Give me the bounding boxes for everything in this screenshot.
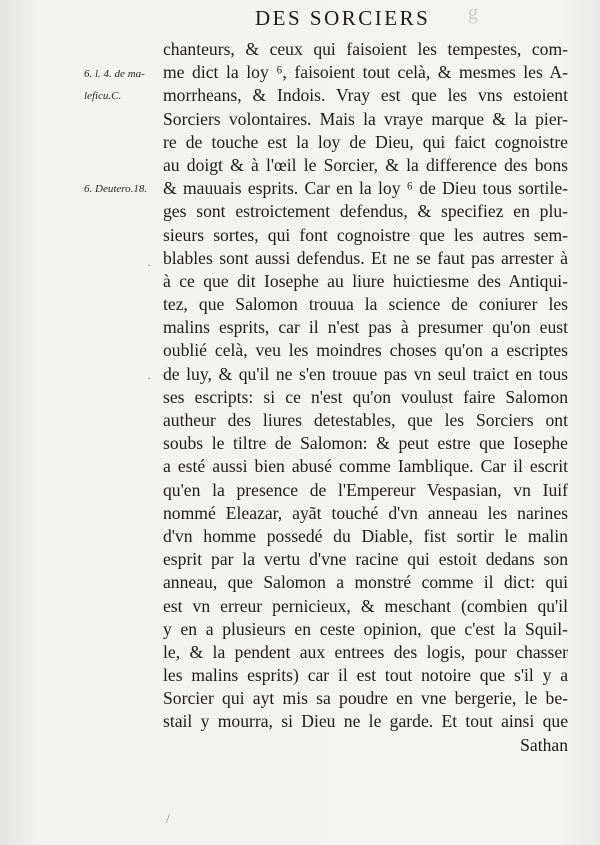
text-line: les malins esprits) car il est tout notoire que s'il y a (163, 665, 568, 686)
text-line: y en a plusieurs en ceste opinion, que c'est la Squil- (163, 618, 568, 639)
margin-note-1-line-2: leficu.C. (84, 90, 122, 102)
bottom-mark: / (166, 812, 170, 827)
text-line: esprit par la vertu d'vne racine qui estoit dedans son (163, 549, 568, 570)
text-line: d'vn homme possedé du Diable, fist sortir le malin (163, 525, 568, 546)
body-text (163, 38, 568, 757)
text-line: me dict la loy ⁶, faisoient tout celà, & mesmes les A- (163, 62, 568, 83)
text-line: qu'en la presence de l'Empereur Vespasian, vn Iuif (163, 479, 568, 500)
text-line: oublié celà, veu les moindres choses qu'on a escriptes (163, 340, 568, 361)
text-line: autheur des liures detestables, que les Sorciers ont (163, 410, 568, 430)
text-line: malins esprits, car il n'est pas à presumer qu'on eust (163, 317, 568, 338)
text-line: au doigt & à l'œil le Sorcier, & la difference des bons (163, 154, 568, 175)
text-line: chanteurs, & ceux qui faisoient les tempestes, com- (163, 39, 568, 59)
text-line: a esté aussi bien abusé comme Iamblique. Car il escrit (163, 456, 568, 477)
text-line: Sorciers volontaires. Mais la vraye marque & la pier- (163, 108, 568, 129)
text-line: anneau, que Salomon a monstré comme il dict: qui (163, 572, 568, 593)
text-line: stail y mourra, si Dieu ne le garde. Et tout ainsi que (163, 711, 568, 732)
margin-note-1-line-1: 6. l. 4. de ma- (84, 68, 145, 80)
text-line: le, & la pendent aux entrees des logis, pour chasser (163, 641, 568, 662)
text-line: nommé Eleazar, ayãt touché d'vn anneau les narines (163, 502, 568, 523)
text-line: est vn erreur pernicieux, & meschant (combien qu'il (163, 595, 568, 616)
text-line: sieurs sortes, qui font cognoistre que les autres sem- (163, 224, 568, 245)
text-line: morrheans, & Indois. Vray est que les vns estoient (163, 85, 568, 106)
text-line: tez, que Salomon trouua la science de coniurer les (163, 294, 568, 315)
text-line: ses escripts: si ce n'est qu'on voulust faire Salomon (163, 386, 568, 407)
text-line: blables sont aussi defendus. Et ne se faut pas arrester à (163, 247, 568, 268)
margin-note-2: 6. Deutero.18. (84, 183, 148, 195)
margin-dot-1: · (147, 258, 151, 272)
text-line: Sorcier qui ayt mis sa poudre en vne bergerie, le be- (163, 688, 568, 709)
running-head: DES SORCIERS (255, 6, 431, 30)
text-line: à ce que dit Iosephe au liure huictiesme des Antiqui- (163, 270, 568, 291)
text-line: & mauuais esprits. Car en la loy ⁶ de Dieu tous sortile- (163, 178, 568, 199)
catchword: Sathan (520, 734, 568, 755)
folio-mark: g (468, 2, 478, 24)
margin-dot-2: · (147, 371, 151, 385)
text-line: de luy, & qu'il ne s'en trouue pas vn seul traict en tous (163, 363, 568, 384)
text-line: ges sont estroictement defendus, & specifiez en plu- (163, 201, 568, 222)
text-line: re de touche est la loy de Dieu, qui faict cognoistre (163, 131, 568, 152)
text-line: soubs le tiltre de Salomon: & peut estre que Iosephe (163, 433, 568, 454)
